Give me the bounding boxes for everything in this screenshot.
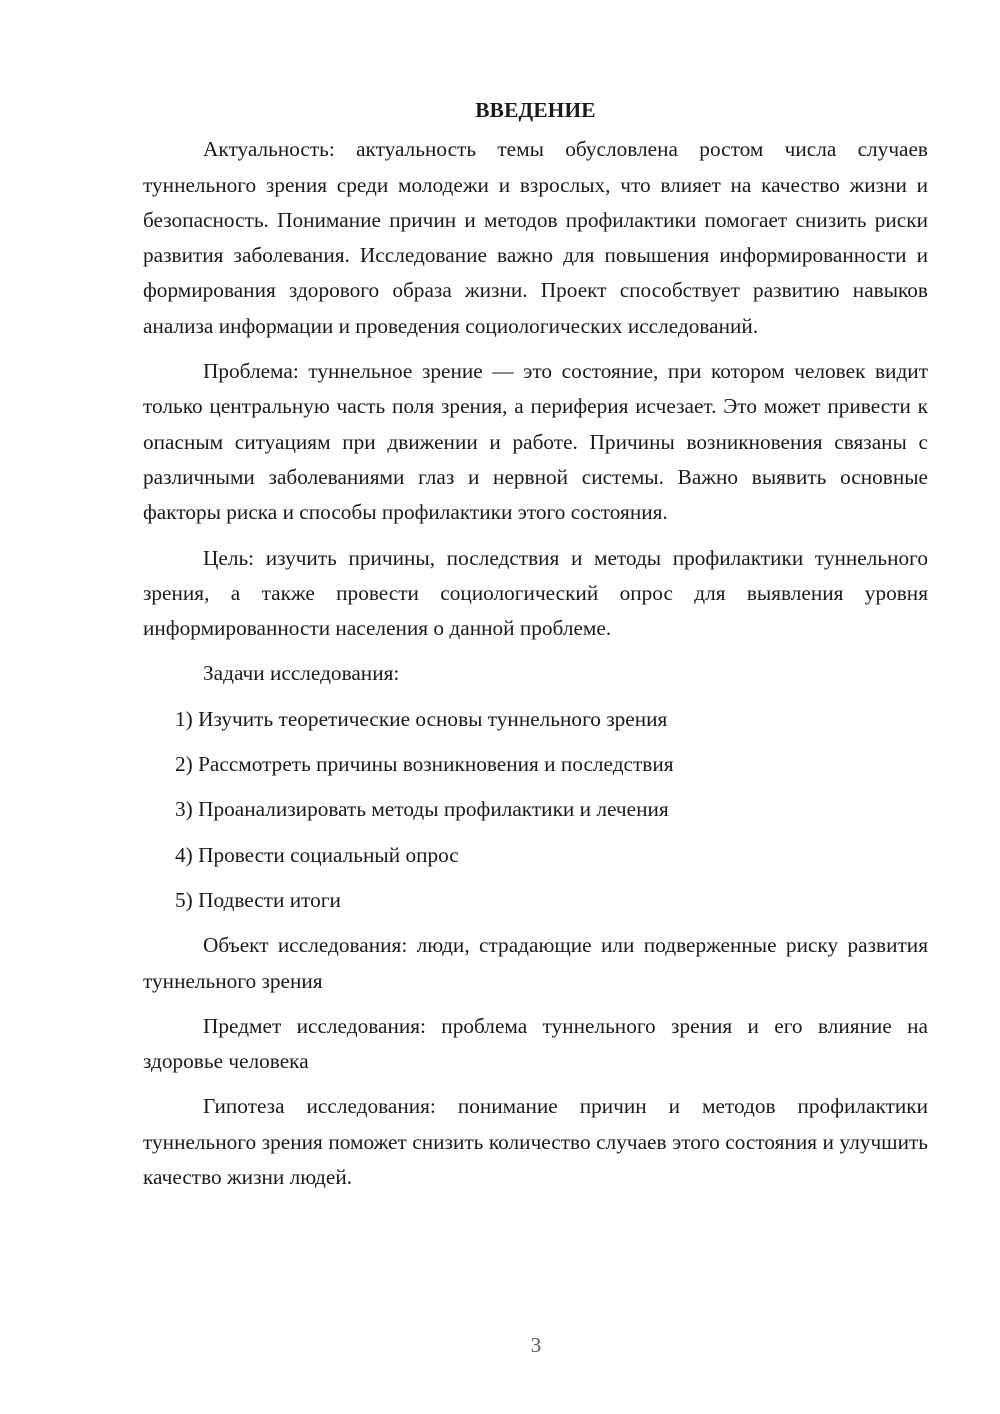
- object-paragraph: Объект исследования: люди, страдающие или подверженные риску развития туннельного зрения: [143, 933, 928, 993]
- goal-paragraph: Цель: изучить причины, последствия и методы профилактики туннельного зрения, а также провести социологический опрос для выявления уровня информированности населения о данной проблеме.: [143, 545, 928, 641]
- task-item: 5) Подвести итоги: [175, 887, 341, 912]
- task-item: 2) Рассмотреть причины возникновения и последствия: [175, 752, 674, 777]
- relevance-paragraph: Актуальность: актуальность темы обусловлена ростом числа случаев туннельного зрения среди молодежи и взрослых, что влияет на качество жизни и безопасность. Понимание причин и методов профилактики помогает снизить риски развития заболевания. Исследование важно для повышения информированности и формирования здорового образа жизни. Проект способствует развитию навыков анализа информации и проведения социологических исследований.: [143, 137, 928, 338]
- tasks-list: [143, 702, 928, 918]
- task-item: 4) Провести социальный опрос: [175, 842, 459, 867]
- page-number: 3: [530, 1333, 542, 1357]
- page-content: [143, 93, 928, 1205]
- tasks-heading: Задачи исследования:: [203, 661, 400, 686]
- page-title: ВВЕДЕНИЕ: [475, 98, 596, 122]
- problem-paragraph: Проблема: туннельное зрение — это состояние, при котором человек видит только центральную часть поля зрения, а периферия исчезает. Это может привести к опасным ситуациям при движении и работе. Причины возникновения связаны с различными заболеваниями глаз и нервной системы. Важно выявить основные факторы риска и способы профилактики этого состояния.: [143, 359, 928, 525]
- subject-paragraph: Предмет исследования: проблема туннельного зрения и его влияние на здоровье человека: [143, 1013, 928, 1074]
- task-item: 1) Изучить теоретические основы туннельного зрения: [175, 706, 668, 731]
- task-item: 3) Проанализировать методы профилактики и лечения: [175, 797, 669, 822]
- hypothesis-paragraph: Гипотеза исследования: понимание причин и методов профилактики туннельного зрения поможет снизить количество случаев этого состояния и улучшить качество жизни людей.: [143, 1094, 928, 1190]
